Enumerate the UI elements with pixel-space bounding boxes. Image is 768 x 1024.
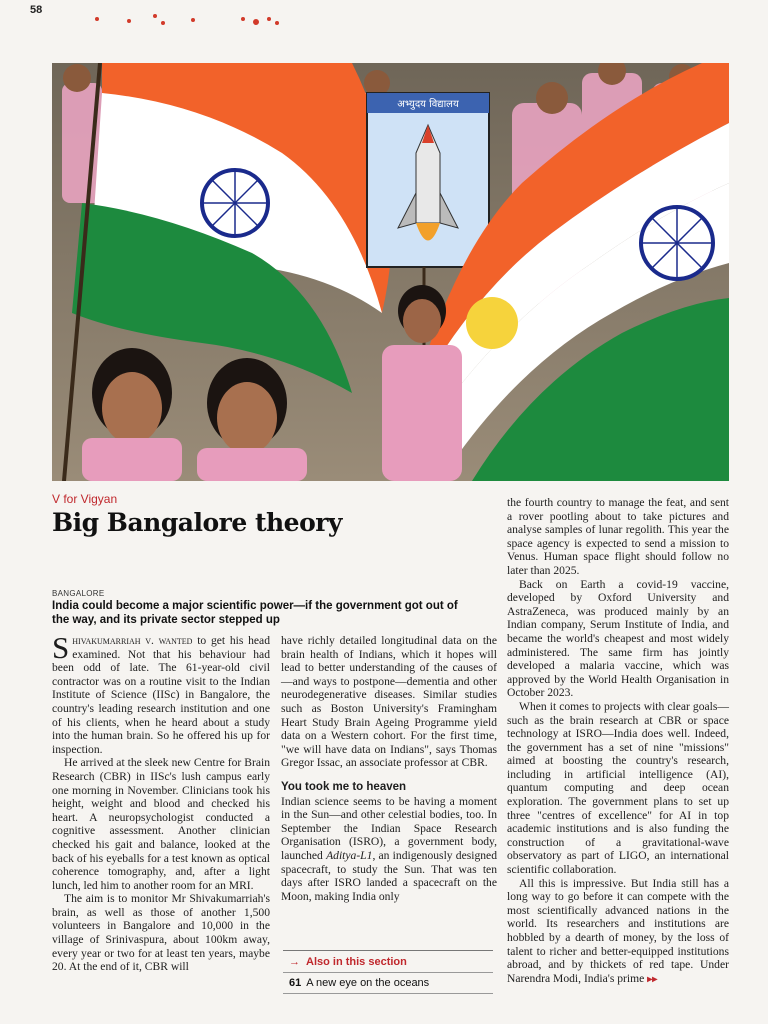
arrow-right-icon: → [289, 956, 300, 968]
section-kicker: V for Vigyan [52, 492, 118, 506]
decorative-dots [95, 14, 295, 26]
lead-in: hivakumarriah v. wanted [72, 634, 193, 647]
page-ref: 61 [289, 977, 302, 989]
paragraph: Back on Earth a covid-19 vaccine, developed by Oxford University and AstraZeneca, was produced mainly by an Indian company, Serum Institute of India, and became the world's cheapest and most widely administered. The same firm has jointly developed a malaria vaccine, which was approved by the World Health Organisation in October 2023. [507, 577, 729, 700]
also-heading-label: Also in this section [306, 956, 407, 968]
paragraph-text: All this is impressive. But India still has a long way to go before it can compete with the most scientifically advanced nations in the world. Its researchers and institutions are hobbled by a dearth of money, by the loss of talent to richer and better-equipped institutions abroad, and by thickets of red tape. Under Narendra Modi, India's prime [507, 876, 729, 985]
sign-text: अभ्युदय विद्यालय [397, 99, 459, 110]
paragraph: The aim is to monitor Mr Shivakumarriah's brain, as well as those of another 1,500 volunteers in Bangalore and 10,000 in the village of Srinivaspura, about 100km away, every year or two for at least ten years, maybe 20. At the end of it, CBR will [52, 892, 270, 974]
paragraph: When it comes to projects with clear goals—such as the brain research at CBR or space technology at ISRO—India does well. Indeed, the government has a set of nine "missions" aimed at boosting the country's research, including in artificial intelligence (AI), quantum computing and deep ocean exploration. The government plans to set up three "centres of excellence" for AI in top academic institutions and is also funding the construction of a gravitational-wave observatory as part of LIGO, an international scientific collaboration. [507, 699, 729, 877]
also-in-section-box [283, 950, 493, 994]
drop-cap: S [52, 630, 70, 665]
paragraph-text: Indian science seems to be having a moment in the Sun—and other celestial bodies, too. In September the Indian Space Research Organisation (ISRO), a government body, launched [281, 794, 497, 862]
divider [283, 993, 493, 994]
link-title: A new eye on the oceans [306, 977, 430, 989]
article-column-3 [507, 496, 729, 986]
spacecraft-name: Aditya-L1 [326, 848, 373, 862]
paragraph: have richly detailed longitudinal data on the brain health of Indians, which it hopes will lead to better understanding of the causes of—and ways to postpone—dementia and other neurodegenerative diseases. Similar studies such as Boston University's Framingham Heart Study Brain Ageing Programme yield data on a Western cohort. For the first time, "we will have data on Indians", says Thomas Gregor Issac, an associate professor at CBR. [281, 634, 497, 770]
article-headline: Big Bangalore theory [52, 508, 342, 537]
article-photo [52, 63, 729, 481]
continue-arrow-icon: ▸▸ [647, 973, 658, 985]
article-column-1 [52, 630, 270, 974]
paragraph [281, 795, 497, 904]
paragraph: He arrived at the sleek new Centre for Brain Research (CBR) in IISc's lush campus early one morning in November. Clinicians took his height, weight and blood and checked his heart. A neuropsychologist conducted a cognitive assessment. Another clinician checked his gait and balance, looked at the back of his eyeballs for a test known as optical coherence tomography, and, after a light lunch, led him to another room for an MRI. [52, 756, 270, 892]
page-number: 58 [30, 4, 43, 16]
paragraph [507, 877, 729, 987]
schoolchildren-flags-illustration [52, 63, 729, 481]
also-in-section-heading [283, 950, 493, 972]
paragraph-text: to get his head examined. Not that his behaviour had been odd of late. The 61-year-old civil contractor was on a routine visit to the Indian Institute of Science (IISc) in Bangalore, the country's leading research institution and one of his clients, when he heard about a study into the human brain. So he offered his up for inspection. [52, 634, 270, 756]
standfirst: India could become a major scientific power—if the government got out of the way, and its private sector stepped up [52, 600, 458, 626]
article-column-2 [281, 634, 497, 903]
subheading: You took me to heaven [281, 780, 407, 793]
dateline: BANGALORE [52, 589, 105, 598]
also-in-section-link[interactable] [283, 972, 493, 993]
paragraph [52, 630, 270, 756]
paragraph: the fourth country to manage the feat, and sent a rover pootling about to take pictures and analyse samples of lunar regolith. This year the space agency is expected to send a mission to Venus. Human space flight should follow no later than 2025. [507, 496, 729, 577]
paragraph-text: , an indigenously designed spacecraft, to study the Sun. That was ten days after ISRO landed a spacecraft on the Moon, making India only [281, 848, 497, 903]
